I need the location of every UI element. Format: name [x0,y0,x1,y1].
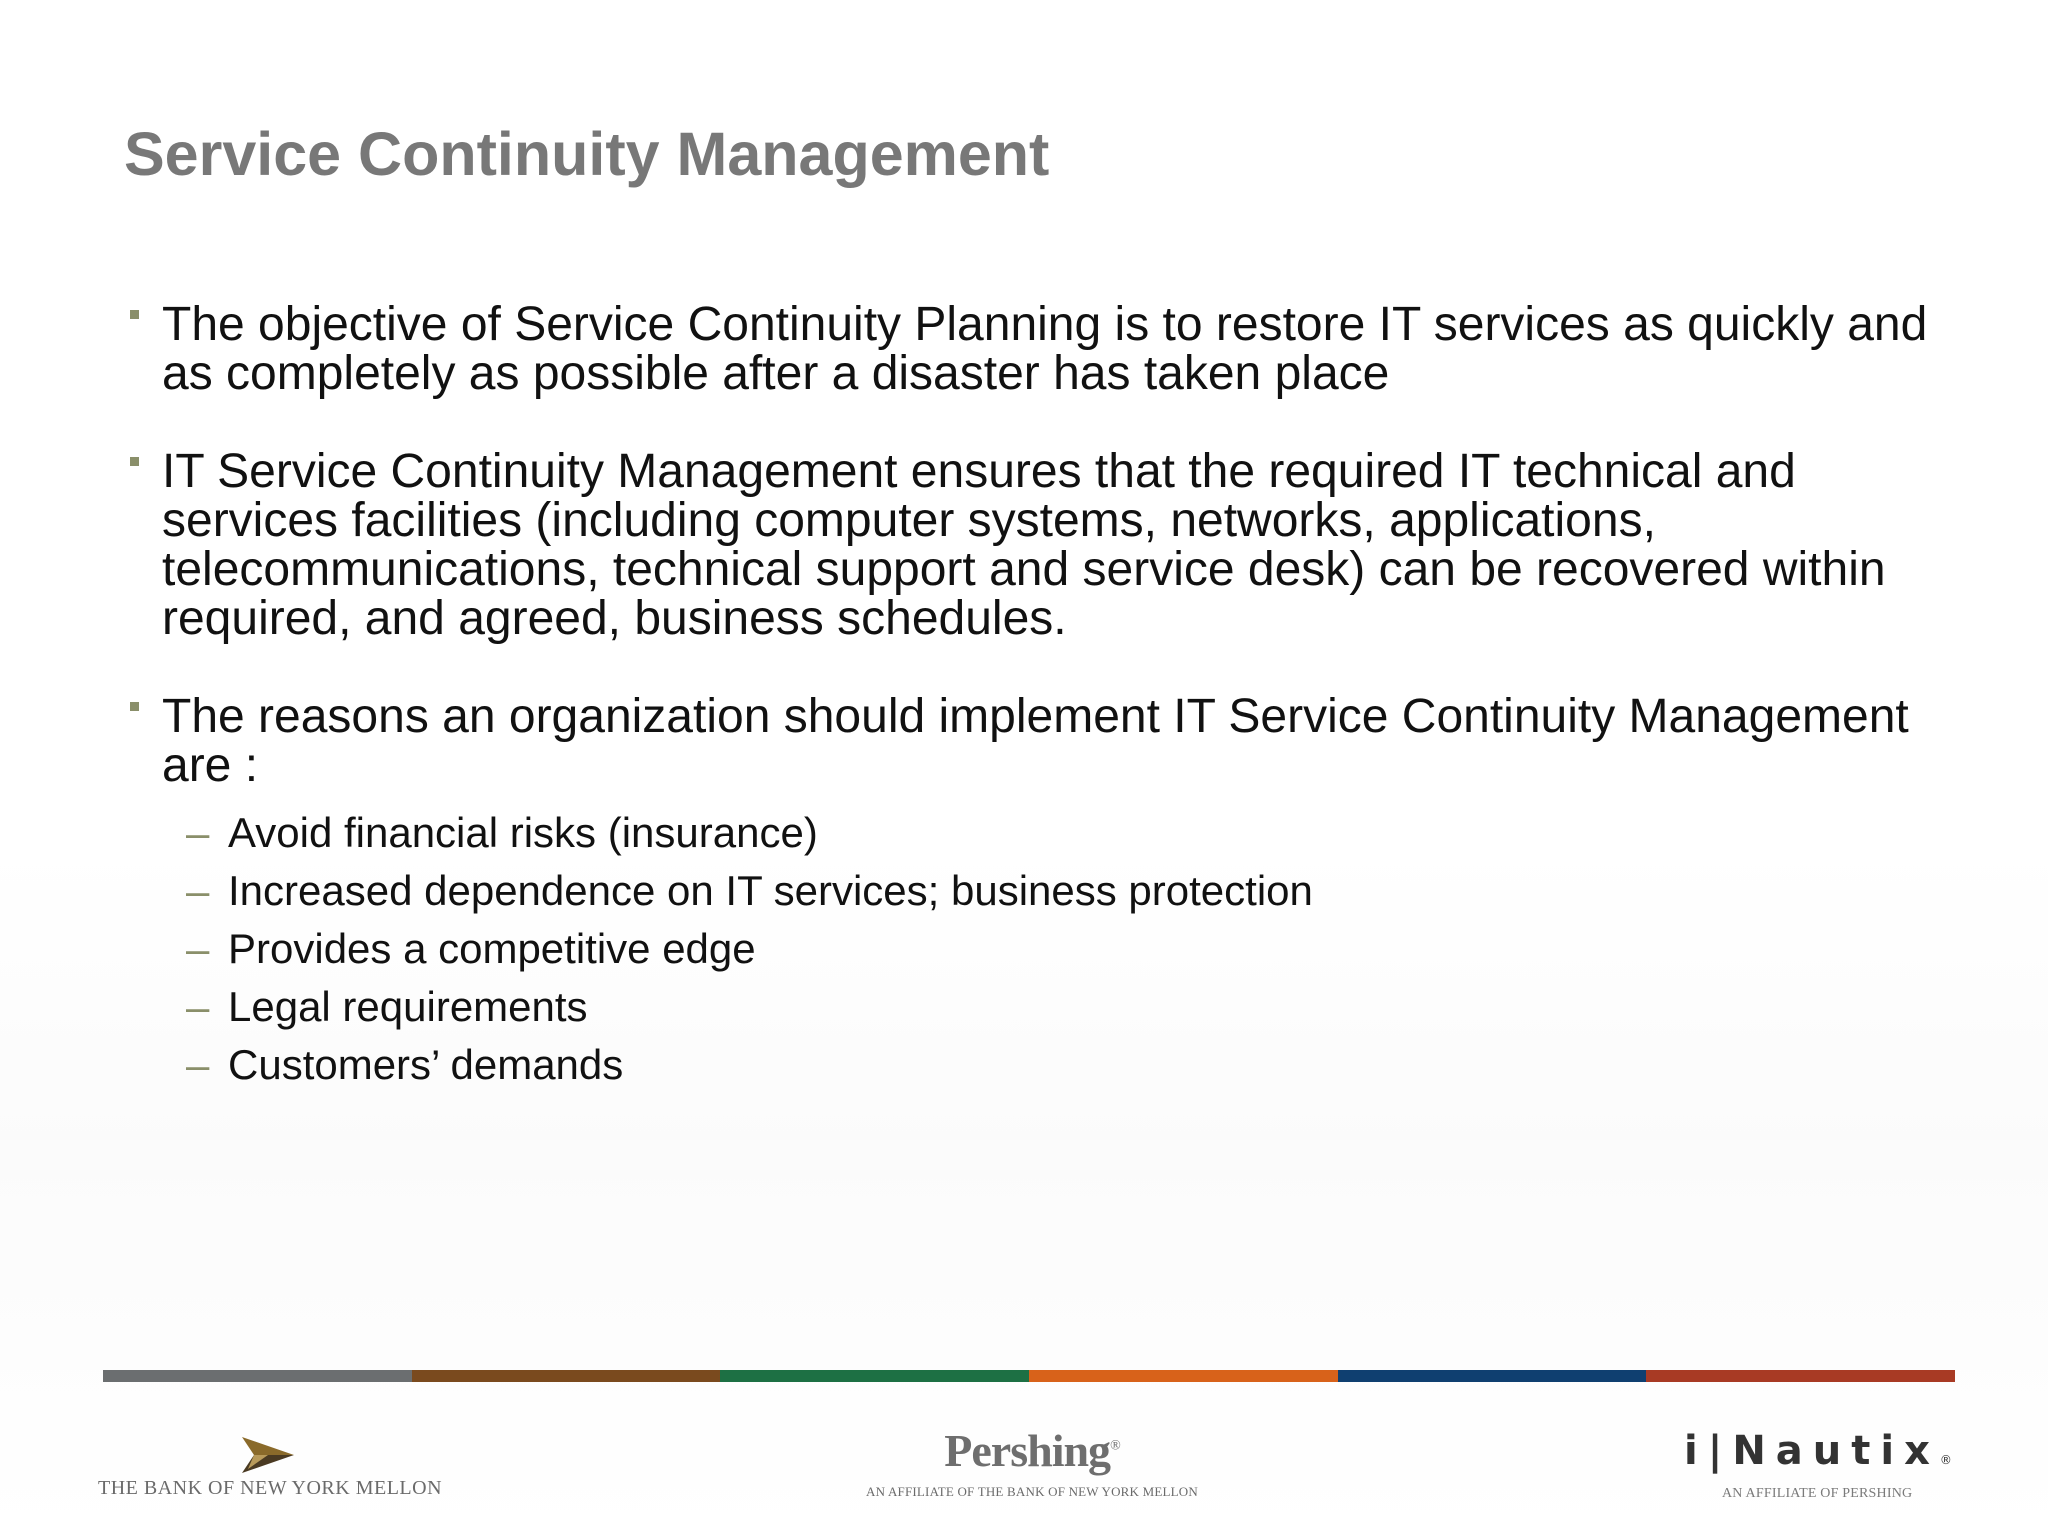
sub-bullet-text: Avoid financial risks (insurance) [228,809,818,856]
registered-mark-icon: ® [1939,1453,1952,1467]
square-bullet-icon [130,310,139,319]
color-bar-segment [1338,1370,1647,1382]
dash-icon: – [186,1041,210,1088]
dash-icon: – [186,867,210,914]
dash-icon: – [186,925,210,972]
pershing-logo [862,1424,1202,1504]
footer-color-bar [103,1370,1955,1382]
inautix-tagline: AN AFFILIATE OF PERSHING [1722,1486,1913,1501]
sub-bullet-text: Increased dependence on IT services; business protection [228,867,1313,914]
bny-logo-text: THE BANK OF NEW YORK MELLON [98,1477,443,1499]
bullet-text: IT Service Continuity Management ensures that the required IT technical and services facilities (including computer systems, networks, applications, telecommunications, technical support and service desk) can be recovered within required, and agreed, business schedules. [162,445,1886,645]
sub-bullet-text: Provides a competitive edge [228,925,756,972]
pershing-logo-wordmark [862,1424,1202,1477]
pershing-logo-text: Pershing [944,1425,1111,1476]
bny-arrow-icon [240,1433,296,1477]
sub-bullet-item [186,862,1313,920]
inautix-logo-wordmark [1684,1428,1952,1474]
sub-bullet-item [186,978,1313,1036]
pershing-tagline: AN AFFILIATE OF THE BANK OF NEW YORK MELLON [866,1484,1198,1499]
sub-bullet-item [186,1036,1313,1094]
sub-bullet-text: Customers’ demands [228,1041,624,1088]
bullet-text: The objective of Service Continuity Planning is to restore IT services as quickly and as completely as possible after a disaster has taken place [162,298,1928,400]
sub-bullet-text: Legal requirements [228,983,588,1030]
bullet-text: The reasons an organization should implement IT Service Continuity Management are : [162,690,1909,792]
color-bar-segment [412,1370,721,1382]
dash-icon: – [186,809,210,856]
square-bullet-icon [130,457,139,466]
color-bar-segment [1646,1370,1955,1382]
color-bar-segment [103,1370,412,1382]
color-bar-segment [720,1370,1029,1382]
color-bar-segment [1029,1370,1338,1382]
slide-title: Service Continuity Management [124,120,1050,188]
bullet-item [124,300,1964,398]
registered-mark-icon: ® [1110,1438,1120,1454]
sub-bullet-item [186,804,1313,862]
square-bullet-icon [130,702,139,711]
bullet-item [124,447,1964,643]
inautix-logo [1684,1428,1964,1508]
bny-mellon-logo [96,1425,443,1505]
sub-bullet-list [186,804,1313,1094]
sub-bullet-item [186,920,1313,978]
inautix-logo-text: i|Nautix [1684,1428,1940,1474]
dash-icon: – [186,983,210,1030]
bullet-item [124,692,1964,790]
